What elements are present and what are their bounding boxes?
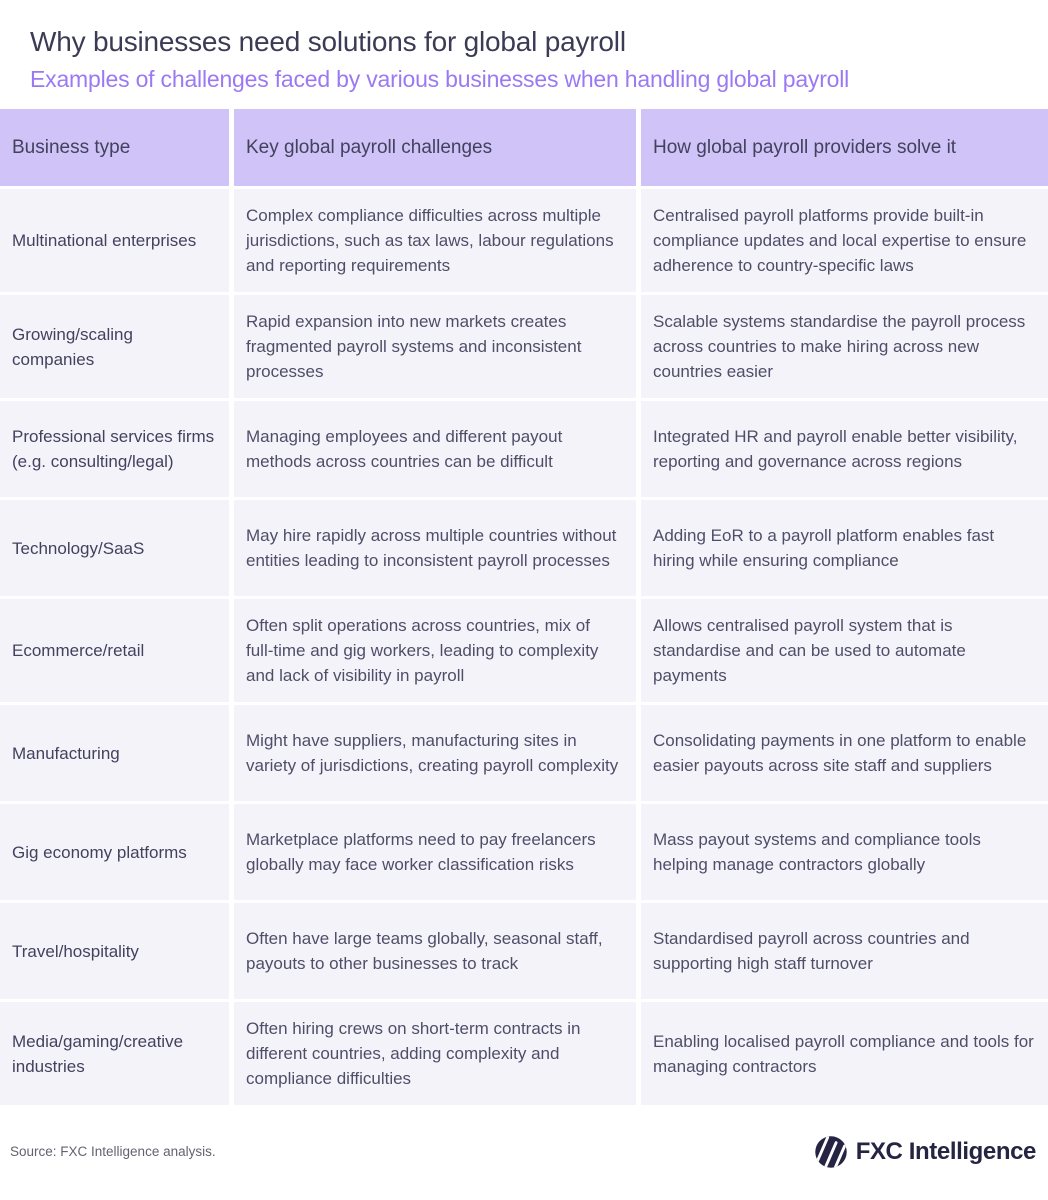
cell-solution: Enabling localised payroll compliance and tools for managing contractors: [641, 1002, 1048, 1105]
fxc-intelligence-logo: [814, 1135, 1036, 1169]
footer: [0, 1105, 1048, 1200]
cell-solution: Allows centralised payroll system that is standardise and can be used to automate payments: [641, 599, 1048, 702]
table-row: [0, 903, 1048, 999]
column-header-challenges: Key global payroll challenges: [234, 109, 636, 186]
cell-challenge: Often split operations across countries, mix of full-time and gig workers, leading to complexity and lack of visibility in payroll: [234, 599, 636, 702]
cell-solution: Integrated HR and payroll enable better visibility, reporting and governance across regions: [641, 401, 1048, 497]
table-row: [0, 500, 1048, 596]
cell-challenge: May hire rapidly across multiple countries without entities leading to inconsistent payroll processes: [234, 500, 636, 596]
cell-solution: Adding EoR to a payroll platform enables fast hiring while ensuring compliance: [641, 500, 1048, 596]
payroll-challenges-table: [0, 109, 1048, 1105]
cell-business-type: Multinational enterprises: [0, 189, 229, 292]
table-row: [0, 599, 1048, 702]
cell-solution: Consolidating payments in one platform to enable easier payouts across site staff and suppliers: [641, 705, 1048, 801]
brand-name: FXC Intelligence: [855, 1137, 1036, 1165]
cell-challenge: Often hiring crews on short-term contracts in different countries, adding complexity and compliance difficulties: [234, 1002, 636, 1105]
cell-solution: Scalable systems standardise the payroll process across countries to make hiring across new countries easier: [641, 295, 1048, 398]
cell-business-type: Professional services firms (e.g. consulting/legal): [0, 401, 229, 497]
cell-challenge: Rapid expansion into new markets creates fragmented payroll systems and inconsistent processes: [234, 295, 636, 398]
table-body: [0, 189, 1048, 1105]
table-row: [0, 705, 1048, 801]
table-row: [0, 189, 1048, 292]
cell-business-type: Media/gaming/creative industries: [0, 1002, 229, 1105]
cell-business-type: Ecommerce/retail: [0, 599, 229, 702]
table-row: [0, 1002, 1048, 1105]
cell-solution: Standardised payroll across countries and supporting high staff turnover: [641, 903, 1048, 999]
table-row: [0, 401, 1048, 497]
table-row: [0, 295, 1048, 398]
cell-challenge: Marketplace platforms need to pay freelancers globally may face worker classification risks: [234, 804, 636, 900]
table-header-row: [0, 109, 1048, 186]
table-row: [0, 804, 1048, 900]
cell-challenge: Managing employees and different payout methods across countries can be difficult: [234, 401, 636, 497]
column-header-business-type: Business type: [0, 109, 229, 186]
page-title: Why businesses need solutions for global payroll: [30, 26, 626, 57]
cell-challenge: Complex compliance difficulties across multiple jurisdictions, such as tax laws, labour regulations and reporting requirements: [234, 189, 636, 292]
cell-business-type: Technology/SaaS: [0, 500, 229, 596]
source-note: Source: FXC Intelligence analysis.: [10, 1144, 216, 1159]
fxc-globe-icon: [814, 1135, 848, 1169]
title-block: [0, 0, 1048, 109]
cell-challenge: Often have large teams globally, seasonal staff, payouts to other businesses to track: [234, 903, 636, 999]
page-subtitle: Examples of challenges faced by various businesses when handling global payroll: [30, 66, 850, 92]
cell-business-type: Gig economy platforms: [0, 804, 229, 900]
cell-solution: Centralised payroll platforms provide built-in compliance updates and local expertise to ensure adherence to country-specific laws: [641, 189, 1048, 292]
cell-business-type: Manufacturing: [0, 705, 229, 801]
cell-solution: Mass payout systems and compliance tools helping manage contractors globally: [641, 804, 1048, 900]
cell-challenge: Might have suppliers, manufacturing sites in variety of jurisdictions, creating payroll complexity: [234, 705, 636, 801]
column-header-solutions: How global payroll providers solve it: [641, 109, 1048, 186]
cell-business-type: Travel/hospitality: [0, 903, 229, 999]
cell-business-type: Growing/scaling companies: [0, 295, 229, 398]
